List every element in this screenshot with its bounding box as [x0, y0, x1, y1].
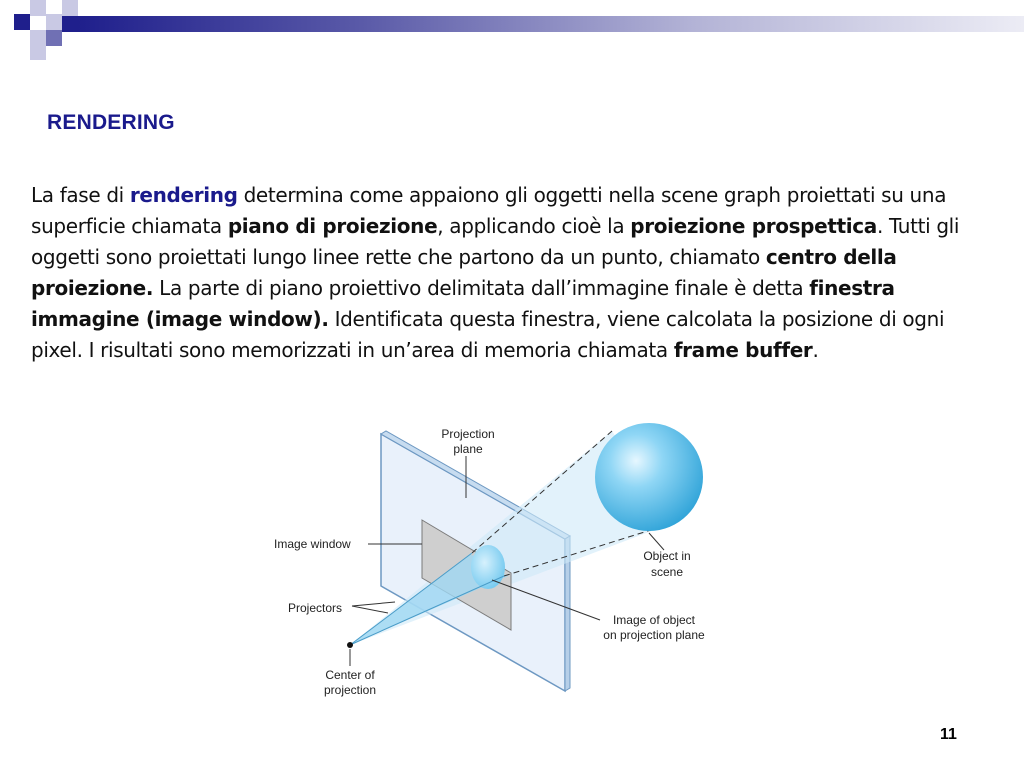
- text-segment: determina come appaiono gli oggetti nella scene graph proiettati su una superficie chiamata: [31, 183, 947, 238]
- text-segment: Identificata questa finestra, viene calcolata la posizione di ogni pixel. I risultati sono memorizzati in un’area di memoria chiamata: [31, 307, 945, 362]
- text-segment: , applicando cioè la: [437, 214, 631, 238]
- projection-diagram-svg: [260, 416, 730, 706]
- keyword-centro-proiezione: centro della proiezione.: [31, 245, 897, 300]
- text-segment: . Tutti gli oggetti sono proiettati lungo linee rette che partono da un punto, chiamato: [31, 214, 960, 269]
- label-image-window: Image window: [274, 537, 351, 551]
- keyword-finestra-immagine: finestra immagine (image window).: [31, 276, 895, 331]
- page-number: 11: [940, 726, 957, 743]
- text-segment: La parte di piano proiettivo delimitata dall’immagine finale è detta: [153, 276, 810, 300]
- label-projection-plane: Projection: [441, 427, 495, 441]
- object-sphere: [595, 423, 703, 531]
- label-image-of-object: Image of object: [612, 613, 696, 627]
- label-center-of-projection: Center of: [325, 668, 375, 682]
- slide-title: RENDERING: [47, 111, 175, 134]
- label-object-in-scene: Object in: [643, 549, 691, 563]
- keyword-frame-buffer: frame buffer: [673, 338, 813, 362]
- header-gradient-bar: [78, 16, 1024, 32]
- keyword-rendering: rendering: [129, 183, 238, 207]
- label-image-of-object: on projection plane: [603, 628, 705, 642]
- projection-diagram: [260, 416, 730, 711]
- center-of-projection-point: [347, 642, 353, 648]
- text-segment: .: [812, 338, 819, 362]
- body-paragraph: [31, 180, 979, 366]
- label-projection-plane: plane: [453, 442, 483, 456]
- keyword-piano-proiezione: piano di proiezione: [227, 214, 438, 238]
- text-segment: La fase di: [31, 183, 130, 207]
- label-object-in-scene: scene: [650, 565, 684, 579]
- label-projectors: Projectors: [288, 601, 343, 615]
- keyword-proiezione-prospettica: proiezione prospettica: [630, 214, 877, 238]
- label-center-of-projection: projection: [323, 683, 377, 697]
